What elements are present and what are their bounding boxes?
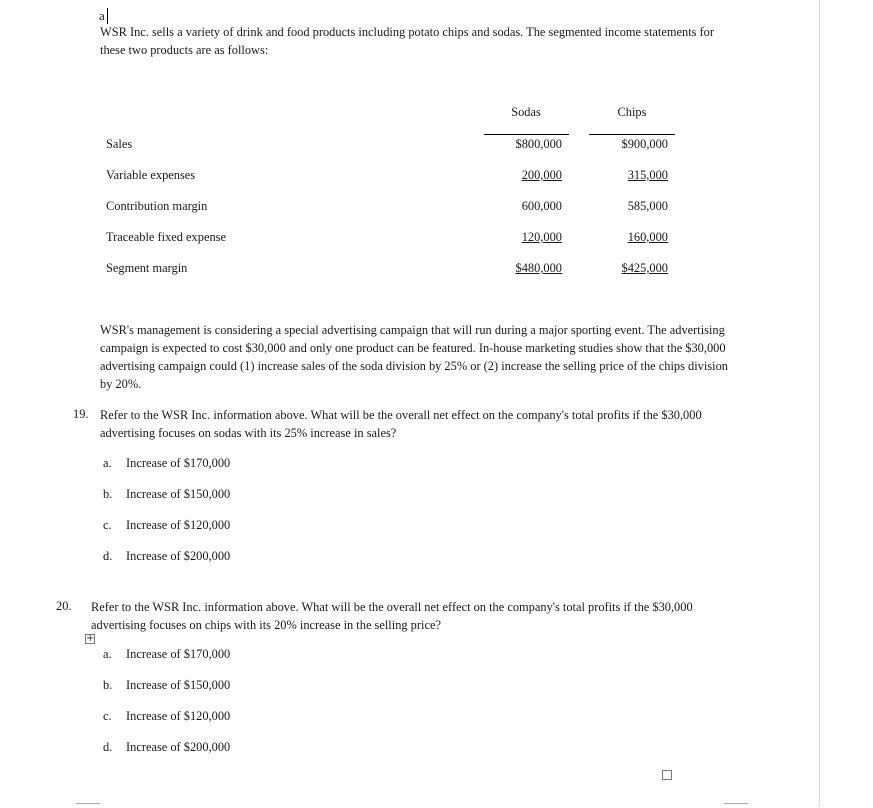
q20-option-c-letter: c. <box>103 709 112 723</box>
chips-variable-expenses: 315,000 <box>627 168 668 182</box>
stray-character: a <box>99 8 105 23</box>
row-label-sales: Sales <box>106 137 133 151</box>
q20-option-d-letter: d. <box>103 740 113 754</box>
page-edge <box>819 0 820 807</box>
sodas-sales: $800,000 <box>515 137 562 151</box>
chips-traceable-fixed-expense: 160,000 <box>627 230 668 244</box>
text-cursor <box>107 8 108 24</box>
row-label-segment-margin: Segment margin <box>106 261 188 275</box>
table-move-handle-icon[interactable]: + <box>86 633 95 644</box>
page-break-marker-right <box>724 803 748 808</box>
q19-option-d-letter: d. <box>103 549 113 563</box>
page-break-marker-left <box>76 803 100 808</box>
row-label-variable-expenses: Variable expenses <box>106 168 196 182</box>
question-19-number: 19. <box>73 407 89 421</box>
q20-option-b-letter: b. <box>103 678 113 692</box>
question-20-text: Refer to the WSR Inc. information above. What will be the overall net effect on the company's total profits if the $30,000 advertising focuses on chips with its 20% increase in the selling price? <box>91 600 693 632</box>
question-19-text: Refer to the WSR Inc. information above. What will be the overall net effect on the company's total profits if the $30,000 advertising focuses on sodas with its 25% increase in sales? <box>100 408 702 440</box>
q20-option-a-letter: a. <box>103 647 112 661</box>
q20-option-b-text: Increase of $150,000 <box>126 678 231 692</box>
q20-option-d-text: Increase of $200,000 <box>126 740 231 754</box>
campaign-paragraph: WSR's management is considering a special advertising campaign that will run during a major sporting event. The advertising campaign is expected to cost $30,000 and only one product can be featured. In-house marketing studies show that the $30,000 advertising campaign could (1) increase sales of the soda division by 25% or (2) increase the selling price of the chips division by 20%. <box>100 323 728 391</box>
q19-option-d-text: Increase of $200,000 <box>126 549 231 563</box>
sodas-variable-expenses: 200,000 <box>521 168 562 182</box>
q20-option-a-text: Increase of $170,000 <box>126 647 231 661</box>
col-header-chips: Chips <box>617 105 647 119</box>
intro-paragraph: WSR Inc. sells a variety of drink and food products including potato chips and sodas. The segmented income statements for these two products are as follows: <box>100 25 715 57</box>
sodas-contribution-margin: 600,000 <box>521 199 562 213</box>
sodas-traceable-fixed-expense: 120,000 <box>521 230 562 244</box>
q19-option-a-text: Increase of $170,000 <box>126 456 231 470</box>
header-rule-sodas <box>484 134 569 135</box>
chips-sales: $900,000 <box>621 137 668 151</box>
row-label-contribution-margin: Contribution margin <box>106 199 208 213</box>
chips-contribution-margin: 585,000 <box>627 199 668 213</box>
col-header-sodas: Sodas <box>511 105 541 119</box>
q19-option-b-text: Increase of $150,000 <box>126 487 231 501</box>
q19-option-a-letter: a. <box>103 456 112 470</box>
row-label-traceable-fixed-expense: Traceable fixed expense <box>106 230 226 244</box>
table-resize-handle[interactable] <box>662 770 672 780</box>
chips-segment-margin: $425,000 <box>621 261 668 275</box>
q19-option-c-letter: c. <box>103 518 112 532</box>
q20-option-c-text: Increase of $120,000 <box>126 709 231 723</box>
question-20-number: 20. <box>56 599 72 613</box>
sodas-segment-margin: $480,000 <box>515 261 562 275</box>
q19-option-b-letter: b. <box>103 487 113 501</box>
q19-option-c-text: Increase of $120,000 <box>126 518 231 532</box>
header-rule-chips <box>589 134 675 135</box>
